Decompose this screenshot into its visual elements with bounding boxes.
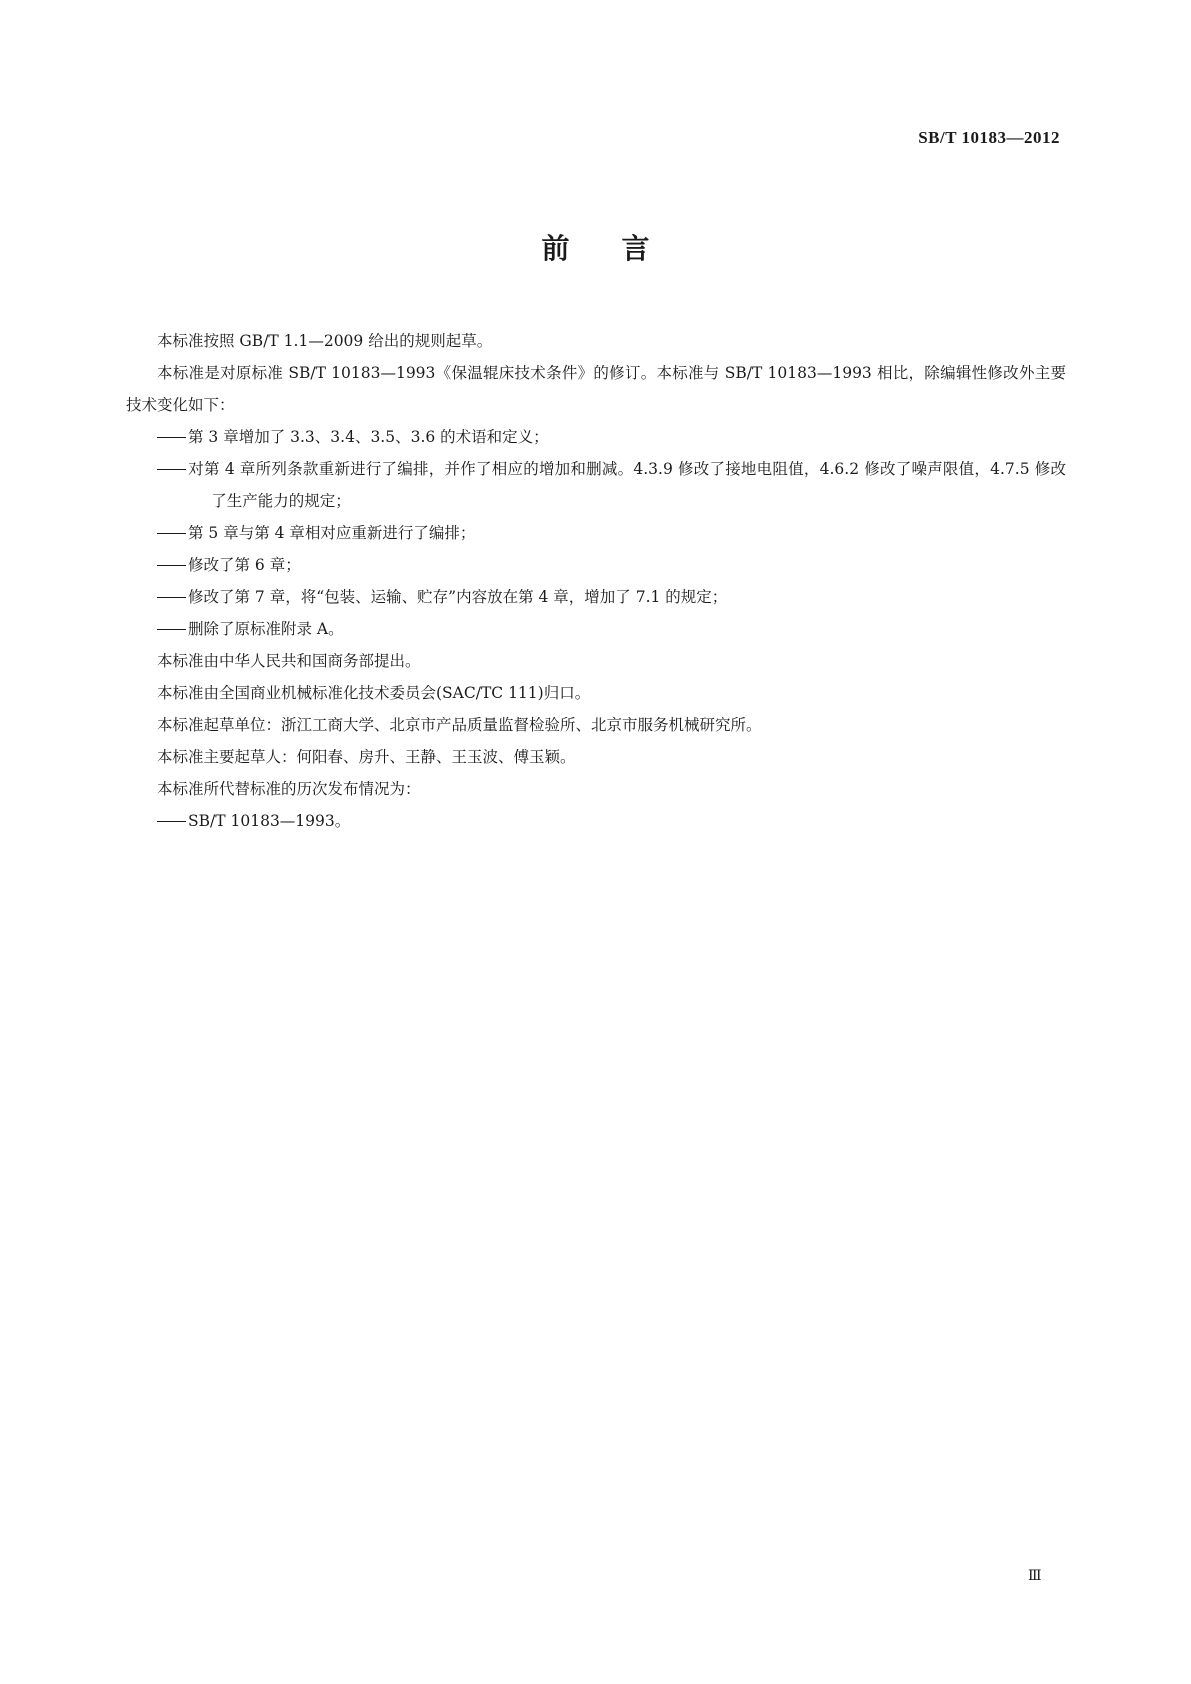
page-number: Ⅲ bbox=[1028, 1569, 1041, 1584]
paragraph-drafting-units: 本标准起草单位：浙江工商大学、北京市产品质量监督检验所、北京市服务机械研究所。 bbox=[157, 716, 762, 734]
standard-code: SB/T 10183—2012 bbox=[918, 128, 1060, 147]
change-item-text: 第 5 章与第 4 章相对应重新进行了编排； bbox=[188, 524, 476, 542]
change-item-text: 对第 4 章所列条款重新进行了编排，并作了相应的增加和删减。4.3.9 修改了接地电阻值，4.6.2 修改了噪声限值，4.7.5 修改了生产能力的规定； bbox=[188, 460, 1066, 510]
change-list-item bbox=[126, 453, 1066, 517]
dash-marker bbox=[157, 581, 188, 613]
dash-marker bbox=[157, 517, 188, 549]
change-list-item bbox=[126, 517, 1066, 549]
change-item-text: 修改了第 6 章； bbox=[188, 556, 301, 574]
paragraph-drafters: 本标准主要起草人：何阳春、房升、王静、王玉波、傅玉颖。 bbox=[157, 748, 576, 766]
dash-marker bbox=[157, 613, 188, 645]
change-list-item bbox=[126, 421, 1066, 453]
change-item-text: 第 3 章增加了 3.3、3.4、3.5、3.6 的术语和定义； bbox=[188, 428, 549, 446]
paragraph-revision-summary: 本标准是对原标准 SB/T 10183—1993《保温辊床技术条件》的修订。本标准与 SB/T 10183—1993 相比，除编辑性修改外主要技术变化如下： bbox=[126, 364, 1066, 414]
paragraph-history-intro: 本标准所代替标准的历次发布情况为： bbox=[157, 780, 421, 798]
dash-marker bbox=[157, 805, 188, 837]
change-item-text: 删除了原标准附录 A。 bbox=[188, 620, 344, 638]
history-list-item bbox=[126, 805, 1066, 837]
paragraph-proposer: 本标准由中华人民共和国商务部提出。 bbox=[157, 652, 421, 670]
dash-marker bbox=[157, 421, 188, 453]
paragraph-centralized-by: 本标准由全国商业机械标准化技术委员会(SAC/TC 111)归口。 bbox=[157, 684, 591, 702]
change-list-item bbox=[126, 549, 1066, 581]
change-item-text: 修改了第 7 章，将“包装、运输、贮存”内容放在第 4 章，增加了 7.1 的规定； bbox=[188, 588, 728, 606]
change-list-item bbox=[126, 613, 1066, 645]
foreword-body bbox=[126, 325, 1066, 837]
dash-marker bbox=[157, 549, 188, 581]
change-list-item bbox=[126, 581, 1066, 613]
history-item-text: SB/T 10183—1993。 bbox=[188, 812, 351, 830]
page-title: 前言 bbox=[541, 232, 702, 265]
paragraph-drafting-rules: 本标准按照 GB/T 1.1—2009 给出的规则起草。 bbox=[157, 332, 493, 350]
dash-marker bbox=[157, 453, 188, 485]
